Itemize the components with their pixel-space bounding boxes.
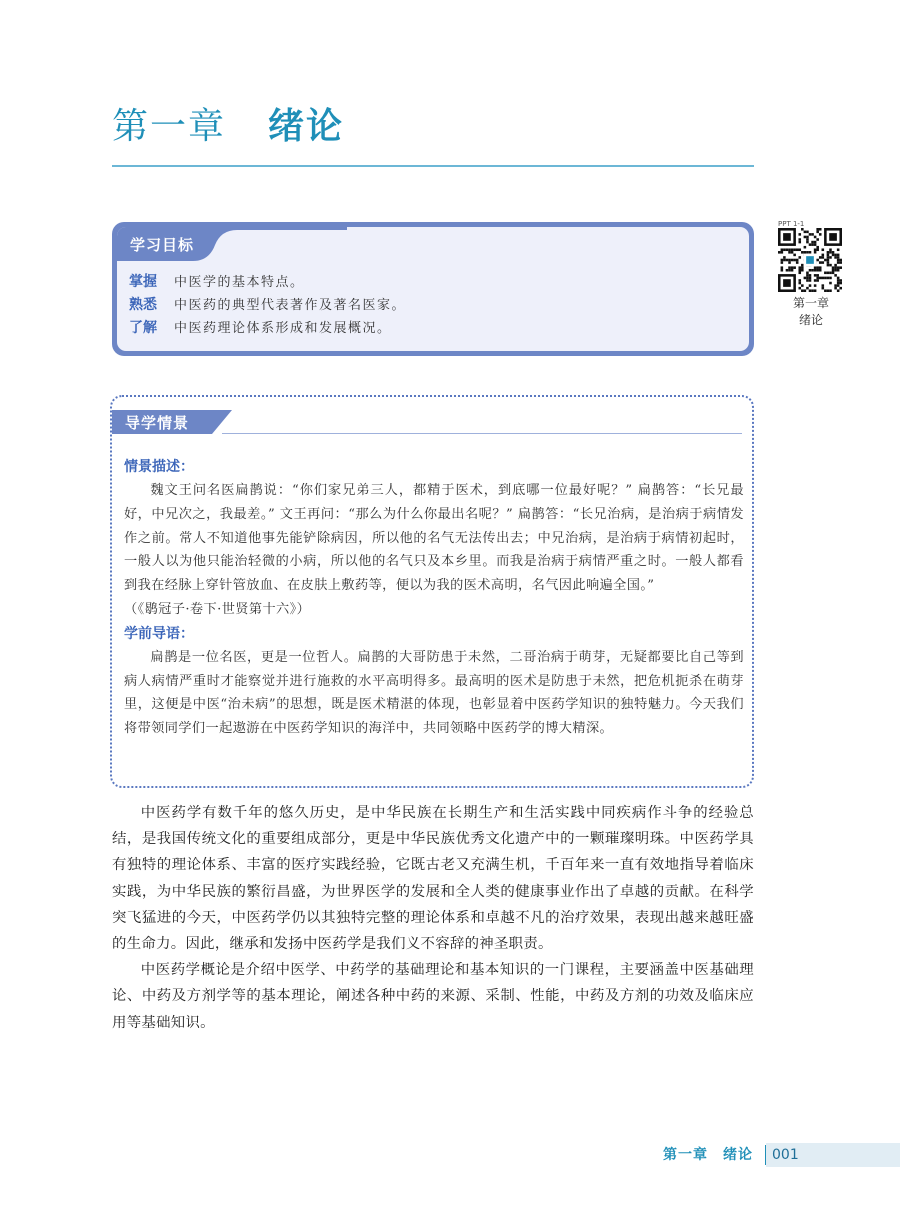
footer-chapter-label: 第一章 绪论 <box>663 1147 753 1163</box>
page-footer <box>0 1143 900 1167</box>
objective-item <box>129 269 406 292</box>
title-divider <box>112 165 754 167</box>
objective-text: 中医药理论体系形成和发展概况。 <box>174 321 392 336</box>
qr-caption <box>774 295 848 329</box>
body-paragraph: 中医药学有数千年的悠久历史，是中华民族在长期生产和生活实践中同疾病作斗争的经验总结，是我国传统文化的重要组成部分，更是中华民族优秀文化遗产中的一颗璀璨明珠。中医药学具有独特的理论体系、丰富的医疗实践经验，它既古老又充满生机，千百年来一直有效地指导着临床实践，为中华民族的繁衍昌盛，为世界医学的发展和全人类的健康事业作出了卓越的贡献。在科学突飞猛进的今天，中医药学仍以其独特完整的理论体系和卓越不凡的治疗效果，表现出越来越旺盛的生命力。因此，继承和发扬中医药学是我们义不容辞的神圣职责。 <box>112 805 754 953</box>
objective-text: 中医药的典型代表著作及著名医家。 <box>174 298 407 313</box>
objectives-list <box>129 269 406 338</box>
page-number: 001 <box>772 1147 799 1163</box>
guided-scenario-box <box>110 395 754 788</box>
objective-text: 中医学的基本特点。 <box>174 275 305 290</box>
guided-scenario-title: 导学情景 <box>125 414 190 432</box>
objective-item <box>129 315 406 338</box>
scenario-intro-heading: 学前导语： <box>124 625 194 642</box>
objective-level: 熟悉 <box>129 296 157 313</box>
chapter-name: 绪论 <box>268 105 345 147</box>
qr-caption-line2: 绪论 <box>798 313 823 327</box>
chapter-title <box>112 98 344 148</box>
qr-code-label: PPT 1-1 <box>778 220 805 228</box>
scenario-source: （《鹖冠子·卷下·世贤第十六》） <box>124 601 311 617</box>
tab-notch <box>212 410 232 434</box>
scenario-intro-text: 扁鹊是一位名医，更是一位哲人。扁鹊的大哥防患于未然，二哥治病于萌芽，无疑都要比自己等到病人病情严重时才能察觉并进行施救的水平高明得多。最高明的医术是防患于未然，把危机扼杀在萌芽里，这便是中医“治未病”的思想，既是医术精湛的体现，也彰显着中医药学知识的独特魅力。今天我们将带领同学们一起遨游在中医药学知识的海洋中，共同领略中医药学的博大精深。 <box>124 649 744 737</box>
objective-level: 了解 <box>129 319 157 336</box>
scenario-rule <box>222 433 742 434</box>
scenario-desc-text: 魏文王问名医扁鹊说：“你们家兄弟三人，都精于医术，到底哪一位最好呢？” 扁鹊答：“长兄最好，中兄次之，我最差。” 文王再问：“那么为什么你最出名呢？” 扁鹊答：“长兄治病，是治病于病情发作之前。常人不知道他事先能铲除病因，所以他的名气无法传出去；中兄治病，是治病于病情初起时，一般人以为他只能治轻微的小病，所以他的名气只及本乡里。而我是治病于病情严重之时。一般人都看到我在经脉上穿针管放血、在皮肤上敷药等，便以为我的医术高明，名气因此响遍全国。” <box>124 483 744 594</box>
qr-caption-line1: 第一章 <box>792 296 829 310</box>
chapter-number: 第一章 <box>112 105 227 147</box>
learning-objectives-inner <box>117 227 749 351</box>
learning-objectives-tab <box>117 227 347 261</box>
learning-objectives-box <box>112 222 754 356</box>
learning-objectives-title: 学习目标 <box>130 236 195 254</box>
scenario-desc-heading: 情景描述： <box>124 459 194 475</box>
objective-item <box>129 292 406 315</box>
qr-code-icon[interactable] <box>778 228 842 292</box>
guided-scenario-tab <box>112 410 212 434</box>
scenario-content <box>124 455 744 741</box>
objective-level: 掌握 <box>129 273 157 290</box>
body-paragraph: 中医药学概论是介绍中医学、中药学的基础理论和基本知识的一门课程，主要涵盖中医基础理论、中药及方剂学等的基本理论，阐述各种中药的来源、采制、性能，中药及方剂的功效及临床应用等基础知识。 <box>112 962 754 1031</box>
body-text <box>112 800 754 1036</box>
